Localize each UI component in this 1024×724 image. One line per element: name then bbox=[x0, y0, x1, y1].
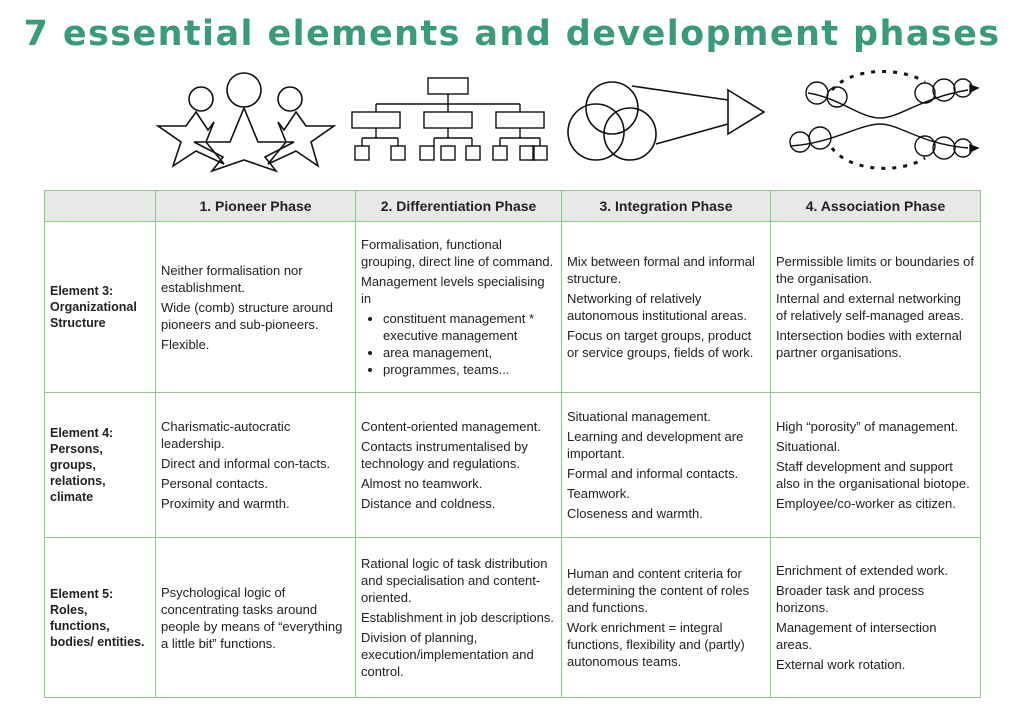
cell-paragraph: Wide (comb) structure around pioneers and sub-pioneers. bbox=[161, 299, 333, 332]
table-cell bbox=[356, 222, 562, 393]
cell-paragraph: Teamwork. bbox=[567, 486, 630, 501]
cell-paragraph: Staff development and support also in the organisational biotope. bbox=[776, 459, 970, 491]
phase-illustrations bbox=[0, 68, 1024, 178]
cell-paragraph: Internal and external networking of relatively self-managed areas. bbox=[776, 291, 964, 323]
table-cell bbox=[156, 538, 356, 698]
cell-paragraph: Learning and development are important. bbox=[567, 429, 744, 461]
table-cell bbox=[771, 393, 981, 538]
network-loop-icon bbox=[790, 72, 978, 169]
cell-paragraph: Rational logic of task distribution and specialisation and content-oriented. bbox=[361, 556, 548, 605]
cell-paragraph: Psychological logic of concentrating tasks around people by means of “everything a little bit” functions. bbox=[161, 584, 343, 651]
cell-paragraph: Human and content criteria for determining the content of roles and functions. bbox=[567, 566, 750, 615]
cell-paragraph: Almost no teamwork. bbox=[361, 476, 483, 491]
cell-paragraph: Permissible limits or boundaries of the organisation. bbox=[776, 254, 974, 286]
cell-paragraph: Distance and coldness. bbox=[361, 496, 496, 511]
table-cell bbox=[562, 222, 771, 393]
cell-paragraph: Content-oriented management. bbox=[361, 419, 541, 434]
row-label: Element 5: Roles, functions, bodies/ entities. bbox=[45, 538, 156, 698]
cell-paragraph: Neither formalisation nor establishment. bbox=[161, 262, 303, 295]
header-integration-phase: 3. Integration Phase bbox=[562, 191, 771, 222]
table-cell bbox=[562, 393, 771, 538]
cell-paragraph: Employee/co-worker as citizen. bbox=[776, 496, 956, 511]
cell-bullet-item: • constituent management * executive management bbox=[383, 310, 556, 344]
cell-paragraph: High “porosity” of management. bbox=[776, 419, 959, 434]
cell-paragraph: Establishment in job descriptions. bbox=[361, 610, 554, 625]
table-cell bbox=[356, 393, 562, 538]
people-star-figures-icon bbox=[158, 73, 334, 171]
row-label: Element 3: Organizational Structure bbox=[45, 222, 156, 393]
cell-paragraph: Mix between formal and informal structure. bbox=[567, 254, 755, 286]
cell-bullet-list bbox=[361, 310, 556, 378]
cell-paragraph: Networking of relatively autonomous institutional areas. bbox=[567, 291, 747, 323]
overlapping-circles-arrow-icon bbox=[568, 82, 764, 160]
cell-bullet-item: • programmes, teams... bbox=[383, 361, 556, 378]
table-header-row bbox=[45, 191, 981, 222]
cell-paragraph: Flexible. bbox=[161, 336, 210, 352]
cell-paragraph: Management levels specialising in bbox=[361, 274, 545, 306]
header-differentiation-phase: 2. Differentiation Phase bbox=[356, 191, 562, 222]
row-label: Element 4: Persons, groups, relations, climate bbox=[45, 393, 156, 538]
cell-paragraph: Enrichment of extended work. bbox=[776, 563, 948, 578]
header-cell-empty bbox=[45, 191, 156, 222]
cell-paragraph: Division of planning, execution/implementation and control. bbox=[361, 630, 534, 679]
phases-table bbox=[44, 190, 981, 698]
cell-paragraph: Contacts instrumentalised by technology and regulations. bbox=[361, 439, 528, 471]
table-cell bbox=[771, 538, 981, 698]
cell-paragraph: Broader task and process horizons. bbox=[776, 583, 925, 615]
header-association-phase: 4. Association Phase bbox=[771, 191, 981, 222]
table-cell bbox=[156, 393, 356, 538]
cell-paragraph: Direct and informal con-tacts. bbox=[161, 456, 331, 471]
table-cell bbox=[562, 538, 771, 698]
org-chart-icon bbox=[352, 78, 547, 160]
cell-bullet-item: • area management, bbox=[383, 344, 556, 361]
cell-paragraph: Charismatic-autocratic leadership. bbox=[161, 419, 291, 451]
cell-paragraph: Proximity and warmth. bbox=[161, 496, 290, 511]
cell-paragraph: Formal and informal contacts. bbox=[567, 466, 739, 481]
cell-paragraph: Situational. bbox=[776, 439, 841, 454]
cell-paragraph: External work rotation. bbox=[776, 657, 906, 672]
page-title: 7 essential elements and development phases bbox=[23, 14, 1001, 54]
table-cell bbox=[356, 538, 562, 698]
cell-paragraph: Work enrichment = integral functions, flexibility and (partly) autonomous teams. bbox=[567, 620, 745, 669]
table-row bbox=[45, 538, 981, 698]
header-pioneer-phase: 1. Pioneer Phase bbox=[156, 191, 356, 222]
table-cell bbox=[156, 222, 356, 393]
cell-paragraph: Management of intersection areas. bbox=[776, 620, 937, 652]
cell-paragraph: Situational management. bbox=[567, 409, 711, 424]
table-row bbox=[45, 393, 981, 538]
cell-paragraph: Personal contacts. bbox=[161, 476, 268, 491]
cell-paragraph: Closeness and warmth. bbox=[567, 506, 703, 521]
cell-paragraph: Intersection bodies with external partner organisations. bbox=[776, 328, 962, 360]
cell-paragraph: Focus on target groups, product or service groups, fields of work. bbox=[567, 328, 754, 360]
cell-paragraph: Formalisation, functional grouping, direct line of command. bbox=[361, 237, 554, 269]
table-cell bbox=[771, 222, 981, 393]
table-row bbox=[45, 222, 981, 393]
